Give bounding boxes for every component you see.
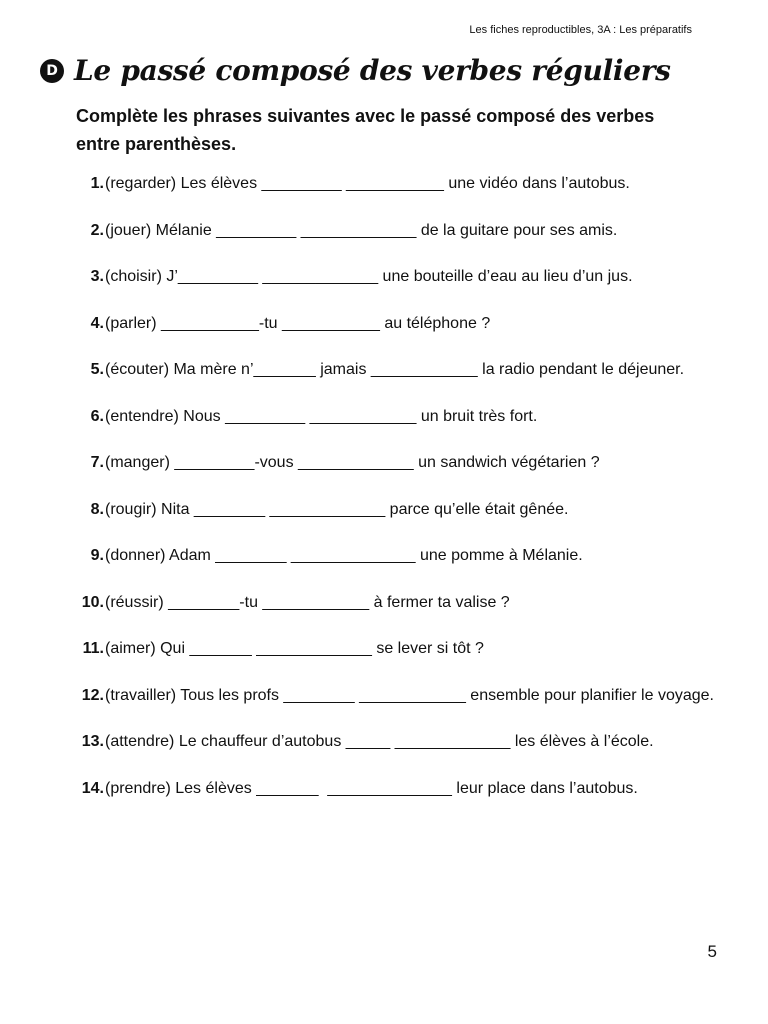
page-number: 5: [707, 942, 717, 961]
exercise-item: [76, 730, 716, 753]
exercise-list: [76, 172, 716, 823]
item-text: (rougir) Nita ________ _____________ parce qu’elle était gênée.: [105, 500, 569, 518]
section-letter-badge: D: [40, 59, 64, 83]
item-number: 7.: [90, 454, 104, 471]
item-number: 9.: [90, 547, 104, 564]
item-number: 6.: [90, 407, 104, 425]
item-text: (réussir) ________-tu ____________ à fermer ta valise ?: [105, 593, 510, 611]
item-number: 1.: [90, 175, 104, 192]
item-number: 11.: [82, 640, 104, 657]
item-text: (regarder) Les élèves _________ ___________ une vidéo dans l’autobus.: [105, 175, 630, 192]
exercise-item: [76, 265, 716, 288]
item-text: (entendre) Nous _________ ____________ un bruit très fort.: [105, 407, 538, 425]
exercise-item: [76, 312, 716, 335]
exercise-item: [76, 637, 716, 660]
exercise-item: [76, 777, 716, 800]
item-number: 10.: [81, 593, 104, 611]
exercise-item: [76, 684, 716, 707]
exercise-item: [76, 544, 716, 567]
exercise-item: [76, 451, 716, 474]
running-header: Les fiches reproductibles, 3A : Les préparatifs: [469, 24, 692, 36]
item-text: (manger) _________-vous _____________ un sandwich végétarien ?: [105, 454, 600, 471]
section-heading: [40, 54, 671, 87]
exercise-item: [76, 358, 716, 381]
item-text: (parler) ___________-tu ___________ au téléphone ?: [105, 314, 491, 332]
item-text: (écouter) Ma mère n’_______ jamais ____________ la radio pendant le déjeuner.: [105, 361, 685, 378]
item-text: (prendre) Les élèves _______ ______________ leur place dans l’autobus.: [105, 779, 638, 797]
item-number: 4.: [90, 314, 104, 332]
exercise-item: [76, 405, 716, 428]
exercise-item: [76, 498, 716, 521]
item-text: (attendre) Le chauffeur d’autobus _____ _____________ les élèves à l’école.: [105, 733, 654, 750]
item-number: 14.: [81, 779, 104, 797]
item-number: 5.: [90, 361, 104, 378]
item-text: (donner) Adam ________ ______________ une pomme à Mélanie.: [105, 547, 583, 564]
item-text: (choisir) J’_________ _____________ une bouteille d’eau au lieu d’un jus.: [105, 268, 633, 285]
item-number: 8.: [90, 500, 104, 518]
exercise-item: [76, 591, 716, 614]
item-number: 3.: [90, 268, 104, 285]
item-text: (travailler) Tous les profs ________ ____________ ensemble pour planifier le voyage.: [105, 686, 714, 704]
item-text: (jouer) Mélanie _________ _____________ de la guitare pour ses amis.: [105, 221, 618, 239]
section-title: Le passé composé des verbes réguliers: [74, 54, 671, 87]
item-number: 2.: [90, 221, 104, 239]
item-text: (aimer) Qui _______ _____________ se lever si tôt ?: [105, 640, 484, 657]
item-number: 13.: [81, 733, 104, 750]
exercise-item: [76, 172, 716, 195]
instructions: Complète les phrases suivantes avec le passé composé des verbes entre parenthèses.: [76, 106, 655, 154]
exercise-item: [76, 219, 716, 242]
item-number: 12.: [81, 686, 104, 704]
